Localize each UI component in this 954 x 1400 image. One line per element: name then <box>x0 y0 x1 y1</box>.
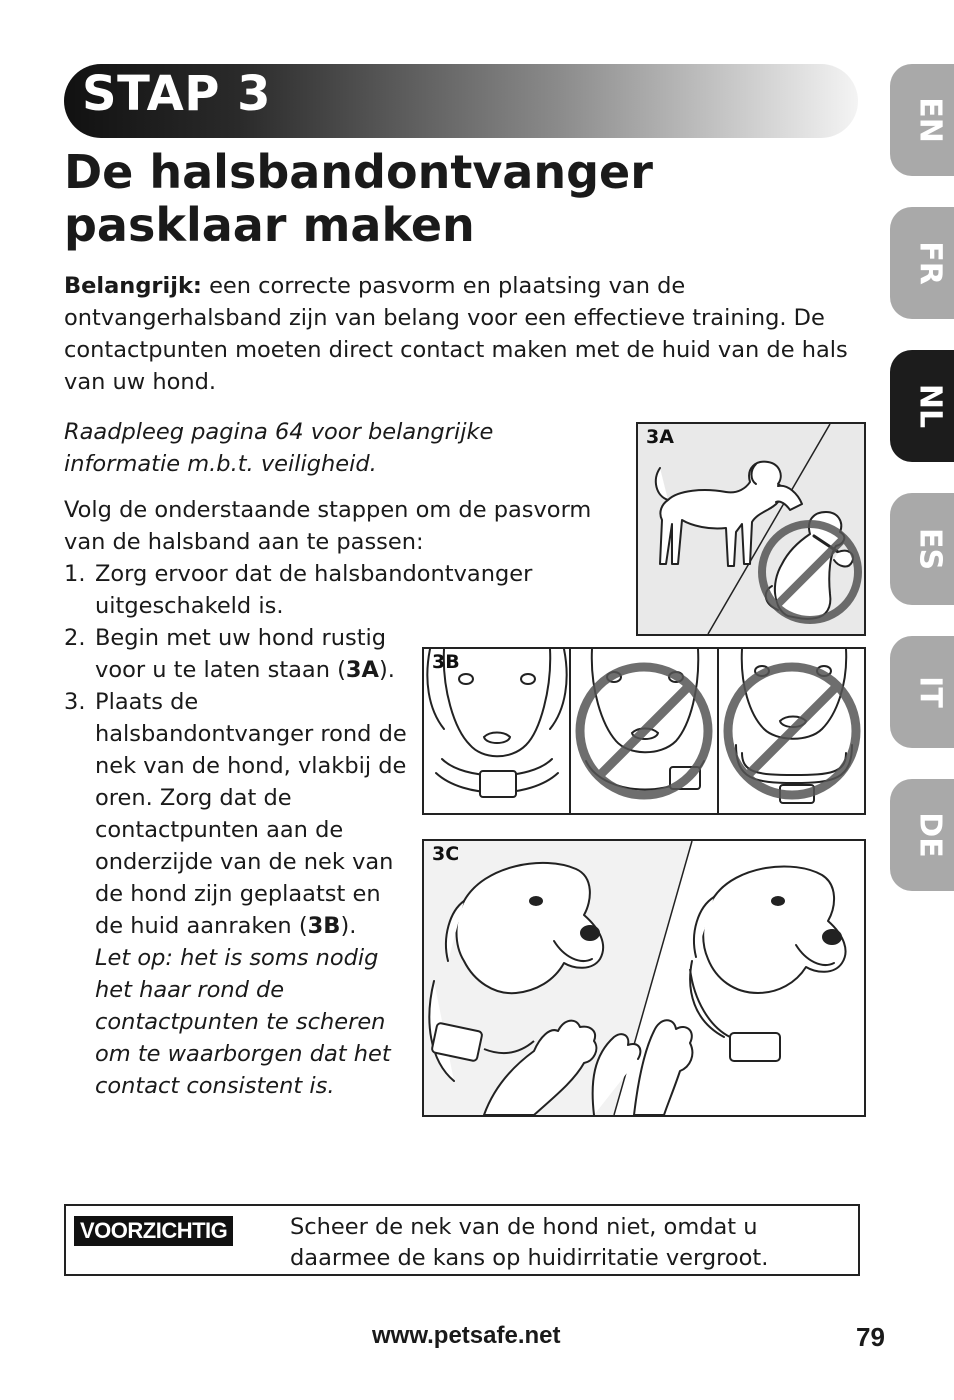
caution-text: Scheer de nek van de hond niet, omdat u daarmee de kans op huidirritatie vergroot. <box>290 1214 769 1271</box>
tab-label: ES <box>912 527 948 571</box>
step-number: 2. <box>64 625 86 651</box>
step-text-end: ). <box>378 657 395 683</box>
tab-en[interactable] <box>890 64 954 176</box>
step-title: STAP 3 <box>82 66 272 122</box>
intro-paragraph <box>64 270 864 398</box>
tab-label: NL <box>912 383 948 429</box>
steps-intro: Volg de onderstaande stappen om de pasvorm van de halsband aan te passen: <box>64 497 592 555</box>
figure-3b <box>422 647 866 815</box>
step-note: Let op: het is soms nodig het haar rond de contactpunten te scheren om te waarborgen dat het contact consistent is. <box>95 945 391 1099</box>
safety-note: Raadpleeg pagina 64 voor belangrijke informatie m.b.t. veiligheid. <box>64 419 494 477</box>
caution-box <box>64 1204 860 1276</box>
tab-label: EN <box>912 97 948 143</box>
step-number: 3. <box>64 689 86 715</box>
intro-text: een correcte pasvorm en plaatsing van de ontvangerhalsband zijn van belang voor een effectieve training. De contactpunten moeten direct contact maken met de huid van de hals van uw hond. <box>64 273 848 395</box>
tab-label: DE <box>912 812 948 858</box>
figure-3c <box>422 839 866 1117</box>
dog-standing-illustration <box>638 424 864 634</box>
step-text: Zorg ervoor dat de halsbandontvanger uitgeschakeld is. <box>95 561 533 619</box>
tab-de[interactable] <box>890 779 954 891</box>
figure-ref: 3A <box>345 657 379 683</box>
intro-label: Belangrijk: <box>64 273 202 299</box>
caution-badge: VOORZICHTIG <box>74 1216 233 1246</box>
step-text-end: ). <box>340 913 357 939</box>
footer-url[interactable]: www.petsafe.net <box>372 1322 561 1349</box>
tab-label: FR <box>912 241 948 285</box>
figure-label-3b: 3B <box>432 651 460 673</box>
hands-fitting-collar-illustration <box>424 841 864 1115</box>
tab-label: IT <box>912 676 948 708</box>
page-title: De halsbandontvanger pasklaar maken <box>64 145 653 253</box>
step-text: Begin met uw hond rustig voor u te laten staan ( <box>95 625 387 683</box>
tab-nl[interactable] <box>890 350 954 462</box>
collar-fit-comparison-illustration <box>424 649 864 813</box>
tab-es[interactable] <box>890 493 954 605</box>
tab-fr[interactable] <box>890 207 954 319</box>
figure-ref: 3B <box>307 913 341 939</box>
figure-label-3c: 3C <box>432 843 460 865</box>
figure-3a <box>636 422 866 636</box>
figure-label-3a: 3A <box>646 426 674 448</box>
tab-it[interactable] <box>890 636 954 748</box>
step-number: 1. <box>64 561 86 587</box>
step-text: Plaats de halsbandontvanger rond de nek van de hond, vlakbij de oren. Zorg dat de contactpunten aan de onderzijde van de nek van de hond zijn geplaatst en de huid aanraken ( <box>95 689 407 939</box>
page-number: 79 <box>856 1322 885 1352</box>
